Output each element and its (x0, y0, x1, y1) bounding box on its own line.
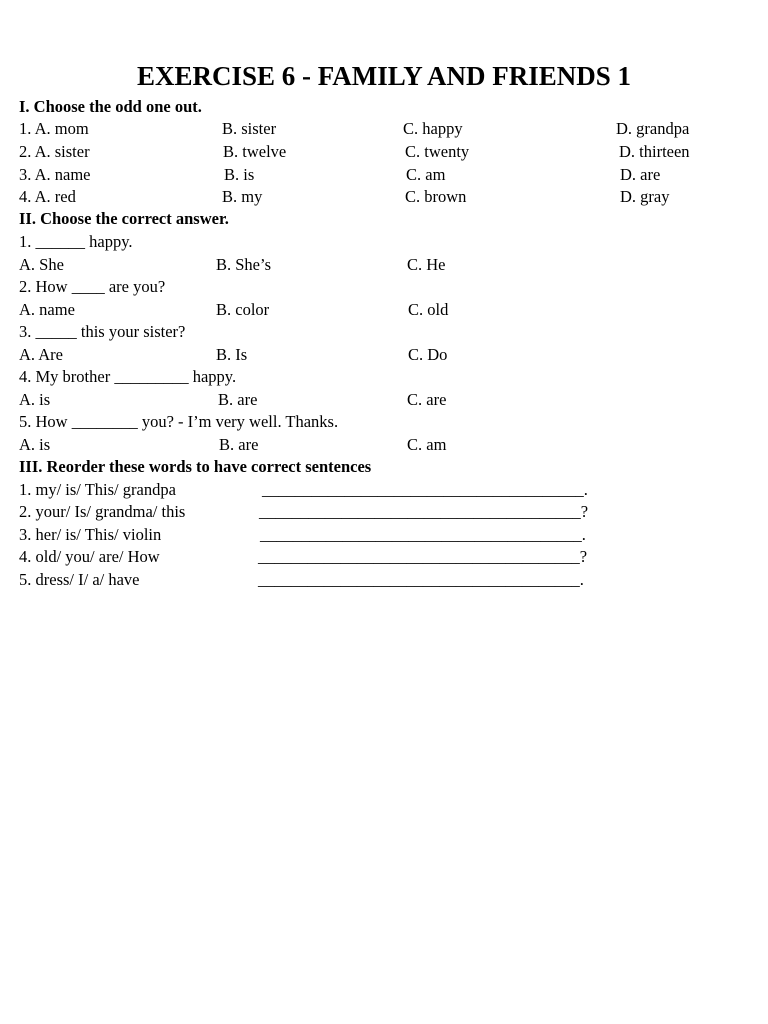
option-c: C. are (407, 390, 447, 409)
option-b: B. twelve (223, 142, 287, 161)
scrambled-words: 3. her/ is/ This/ violin (19, 525, 162, 544)
answer-line: _______________________________________. (260, 525, 586, 544)
option-a: 2. A. sister (19, 142, 90, 161)
answer-line: _______________________________________. (262, 480, 588, 499)
option-b: B. She’s (216, 255, 272, 274)
option-a: A. She (19, 255, 64, 274)
answer-line: _______________________________________? (258, 547, 588, 566)
option-c: C. twenty (405, 142, 470, 161)
option-b: B. are (219, 435, 259, 454)
scrambled-words: 5. dress/ I/ a/ have (19, 570, 140, 589)
question-text: 4. My brother _________ happy. (19, 367, 237, 386)
option-a: 4. A. red (19, 187, 76, 206)
option-a: 3. A. name (19, 165, 91, 184)
question-text: 2. How ____ are you? (19, 277, 166, 296)
option-b: B. are (218, 390, 258, 409)
option-b: B. my (222, 187, 263, 206)
scrambled-words: 4. old/ you/ are/ How (19, 547, 160, 566)
option-d: D. grandpa (616, 119, 690, 138)
section-3-heading: III. Reorder these words to have correct sentences (19, 457, 372, 476)
option-a: A. is (19, 435, 51, 454)
scrambled-words: 2. your/ Is/ grandma/ this (19, 502, 186, 521)
option-d: D. are (620, 165, 661, 184)
question-text: 1. ______ happy. (19, 232, 133, 251)
section-2-heading: II. Choose the correct answer. (19, 209, 229, 228)
question-text: 5. How ________ you? - I’m very well. Thanks. (19, 412, 339, 431)
scrambled-words: 1. my/ is/ This/ grandpa (19, 480, 176, 499)
section-1-heading: I. Choose the odd one out. (19, 97, 202, 116)
option-c: C. am (407, 435, 447, 454)
page-title: EXERCISE 6 - FAMILY AND FRIENDS 1 (136, 61, 632, 91)
option-a: A. name (19, 300, 75, 319)
answer-line: _______________________________________? (259, 502, 589, 521)
option-c: C. brown (405, 187, 467, 206)
option-c: C. happy (403, 119, 463, 138)
question-text: 3. _____ this your sister? (19, 322, 186, 341)
option-b: B. color (216, 300, 270, 319)
option-c: C. He (407, 255, 446, 274)
option-d: D. thirteen (619, 142, 690, 161)
option-a: A. is (19, 390, 51, 409)
option-b: B. sister (222, 119, 277, 138)
option-c: C. old (408, 300, 449, 319)
answer-line: _______________________________________. (258, 570, 584, 589)
option-a: 1. A. mom (19, 119, 89, 138)
option-b: B. Is (216, 345, 248, 364)
option-c: C. Do (408, 345, 448, 364)
option-b: B. is (224, 165, 255, 184)
option-c: C. am (406, 165, 446, 184)
option-a: A. Are (19, 345, 63, 364)
option-d: D. gray (620, 187, 670, 206)
